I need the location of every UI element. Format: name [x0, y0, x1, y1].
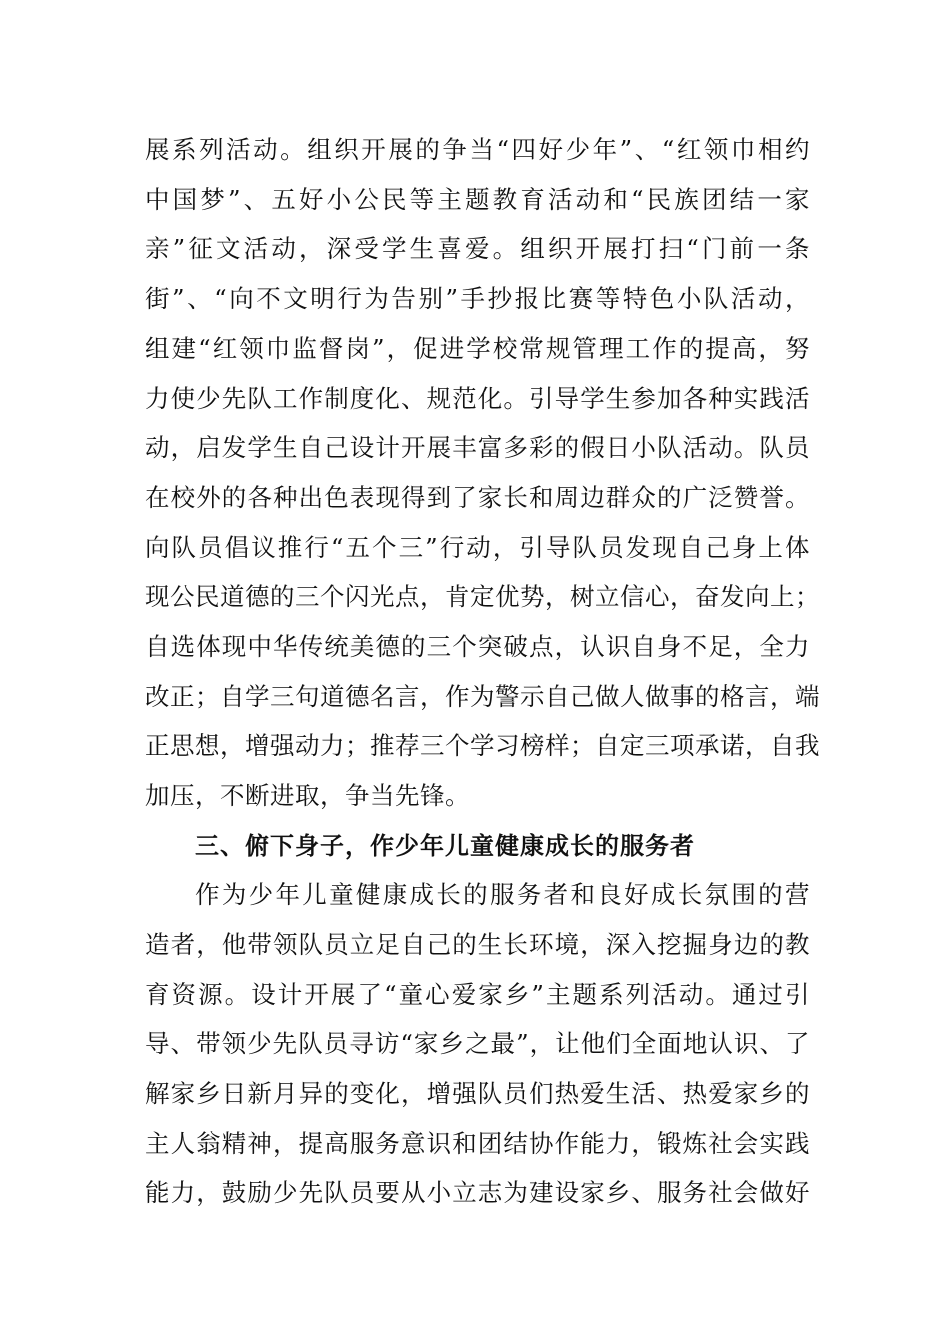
- text-line: 改正；自学三句道德名言，作为警示自己做人做事的格言，端: [145, 682, 820, 711]
- text-line: 力使少先队工作制度化、规范化。引导学生参加各种实践活: [145, 384, 810, 413]
- text-line: 导、带领少先队员寻访“家乡之最”，让他们全面地认识、了: [145, 1029, 810, 1058]
- text-line: 作为少年儿童健康成长的服务者和良好成长氛围的营: [195, 880, 810, 909]
- text-line: 中国梦”、五好小公民等主题教育活动和“民族团结一家: [145, 185, 810, 214]
- text-line: 动，启发学生自己设计开展丰富多彩的假日小队活动。队员: [145, 433, 810, 462]
- text-line: 现公民道德的三个闪光点，肯定优势，树立信心，奋发向上；: [145, 582, 820, 611]
- text-line: 亲”征文活动，深受学生喜爱。组织开展打扫“门前一条: [145, 234, 810, 263]
- text-line: 正思想，增强动力；推荐三个学习榜样；自定三项承诺，自我: [145, 731, 820, 760]
- text-line: 在校外的各种出色表现得到了家长和周边群众的广泛赞誉。: [145, 483, 810, 512]
- text-line: 造者，他带领队员立足自己的生长环境，深入挖掘身边的教: [145, 930, 810, 959]
- text-line: 街”、“向不文明行为告别”手抄报比赛等特色小队活动，: [145, 284, 810, 313]
- text-line: 加压，不断进取，争当先锋。: [145, 781, 470, 810]
- text-line: 自选体现中华传统美德的三个突破点，认识自身不足，全力: [145, 632, 810, 661]
- text-line: 解家乡日新月异的变化，增强队员们热爱生活、热爱家乡的: [145, 1079, 810, 1108]
- text-line: 能力，鼓励少先队员要从小立志为建设家乡、服务社会做好: [145, 1178, 810, 1207]
- text-line: 展系列活动。组织开展的争当“四好少年”、“红领巾相约: [145, 135, 810, 164]
- text-line: 育资源。设计开展了“童心爱家乡”主题系列活动。通过引: [145, 980, 810, 1009]
- text-line: 主人翁精神，提高服务意识和团结协作能力，锻炼社会实践: [145, 1129, 810, 1158]
- section-heading: 三、俯下身子，作少年儿童健康成长的服务者: [195, 832, 695, 860]
- text-line: 组建“红领巾监督岗”，促进学校常规管理工作的提高，努: [145, 334, 810, 363]
- text-line: 向队员倡议推行“五个三”行动，引导队员发现自己身上体: [145, 533, 810, 562]
